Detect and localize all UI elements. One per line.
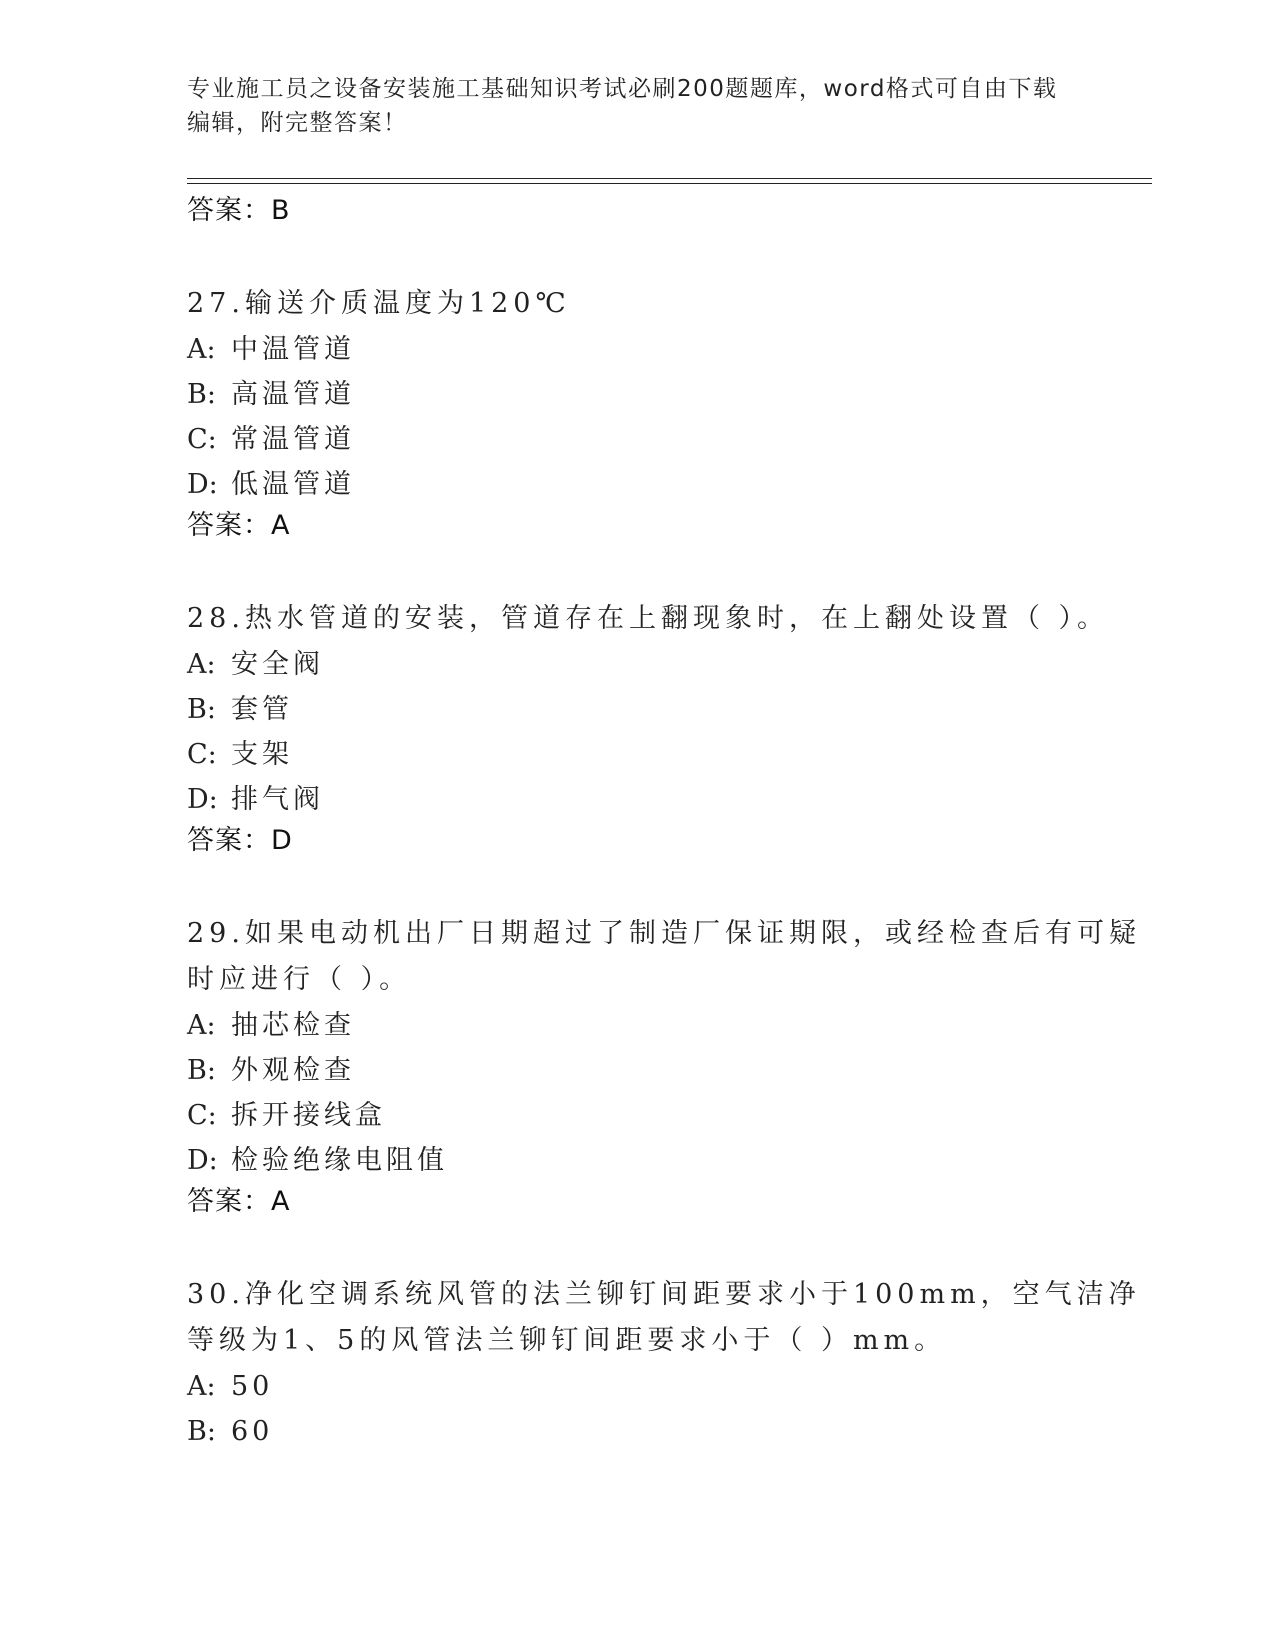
- answer-value: A: [271, 510, 291, 541]
- option-d: [187, 462, 1152, 507]
- option-letter: A:: [187, 334, 216, 365]
- answer-line: [187, 1183, 1152, 1228]
- option-letter: C:: [187, 739, 217, 770]
- option-a: [187, 1003, 1152, 1048]
- option-letter: B:: [187, 694, 216, 725]
- question-block: [187, 596, 1152, 867]
- option-text: 安全阀: [231, 649, 324, 680]
- option-text: 60: [231, 1416, 274, 1447]
- option-text: 外观检查: [231, 1055, 355, 1086]
- option-text: 低温管道: [231, 469, 355, 500]
- answer-line: [187, 507, 1152, 552]
- option-c: [187, 1093, 1152, 1138]
- option-text: 支架: [231, 739, 293, 770]
- option-text: 中温管道: [231, 334, 355, 365]
- header-line-2: 编辑，附完整答案！: [187, 110, 408, 136]
- option-a: [187, 642, 1152, 687]
- option-text: 拆开接线盒: [231, 1100, 386, 1131]
- option-a: [187, 327, 1152, 372]
- answer-value: A: [271, 1186, 291, 1217]
- option-c: [187, 417, 1152, 462]
- option-b: [187, 372, 1152, 417]
- header-divider-bottom: [187, 183, 1152, 184]
- question-text: 28.热水管道的安装，管道存在上翻现象时，在上翻处设置（ ）。: [187, 603, 1110, 634]
- answer-prefix: 答案：: [187, 825, 271, 856]
- option-text: 套管: [231, 694, 293, 725]
- option-text: 检验绝缘电阻值: [231, 1145, 448, 1176]
- option-b: [187, 1409, 1152, 1454]
- question-block: [187, 281, 1152, 552]
- answer-prefix: 答案：: [187, 195, 271, 226]
- option-letter: D:: [187, 784, 218, 815]
- option-d: [187, 777, 1152, 822]
- option-c: [187, 732, 1152, 777]
- option-letter: C:: [187, 1100, 217, 1131]
- option-b: [187, 1048, 1152, 1093]
- question-text: 29.如果电动机出厂日期超过了制造厂保证期限，或经检查后有可疑时应进行（ ）。: [187, 918, 1141, 995]
- spacer: [187, 867, 1152, 911]
- spacer: [187, 237, 1152, 281]
- option-text: 50: [231, 1371, 274, 1402]
- option-text: 常温管道: [231, 424, 355, 455]
- option-letter: C:: [187, 424, 217, 455]
- answer-line: [187, 192, 1152, 237]
- question-block: [187, 1272, 1152, 1454]
- option-text: 排气阀: [231, 784, 324, 815]
- option-d: [187, 1138, 1152, 1183]
- option-a: [187, 1364, 1152, 1409]
- answer-prefix: 答案：: [187, 510, 271, 541]
- header-line-1: 专业施工员之设备安装施工基础知识考试必刷200题题库，word格式可自由下载: [187, 76, 1058, 102]
- option-letter: B:: [187, 1416, 216, 1447]
- option-letter: D:: [187, 1145, 218, 1176]
- header-divider-top: [187, 178, 1152, 179]
- spacer: [187, 552, 1152, 596]
- option-letter: D:: [187, 469, 218, 500]
- question-list: [187, 192, 1152, 1454]
- option-b: [187, 687, 1152, 732]
- option-text: 高温管道: [231, 379, 355, 410]
- option-letter: A:: [187, 649, 216, 680]
- option-text: 抽芯检查: [231, 1010, 355, 1041]
- answer-value: D: [271, 825, 293, 856]
- answer-line: [187, 822, 1152, 867]
- question-text: 27.输送介质温度为120℃: [187, 288, 571, 319]
- document-header: [187, 72, 1087, 140]
- option-letter: A:: [187, 1010, 216, 1041]
- option-letter: B:: [187, 1055, 216, 1086]
- answer-prefix: 答案：: [187, 1186, 271, 1217]
- question-text: 30.净化空调系统风管的法兰铆钉间距要求小于100mm，空气洁净等级为1、5的风管法兰铆钉间距要求小于（ ）mm。: [187, 1279, 1141, 1356]
- spacer: [187, 1228, 1152, 1272]
- answer-value: B: [271, 195, 291, 226]
- option-letter: A:: [187, 1371, 216, 1402]
- question-block: [187, 911, 1152, 1228]
- option-letter: B:: [187, 379, 216, 410]
